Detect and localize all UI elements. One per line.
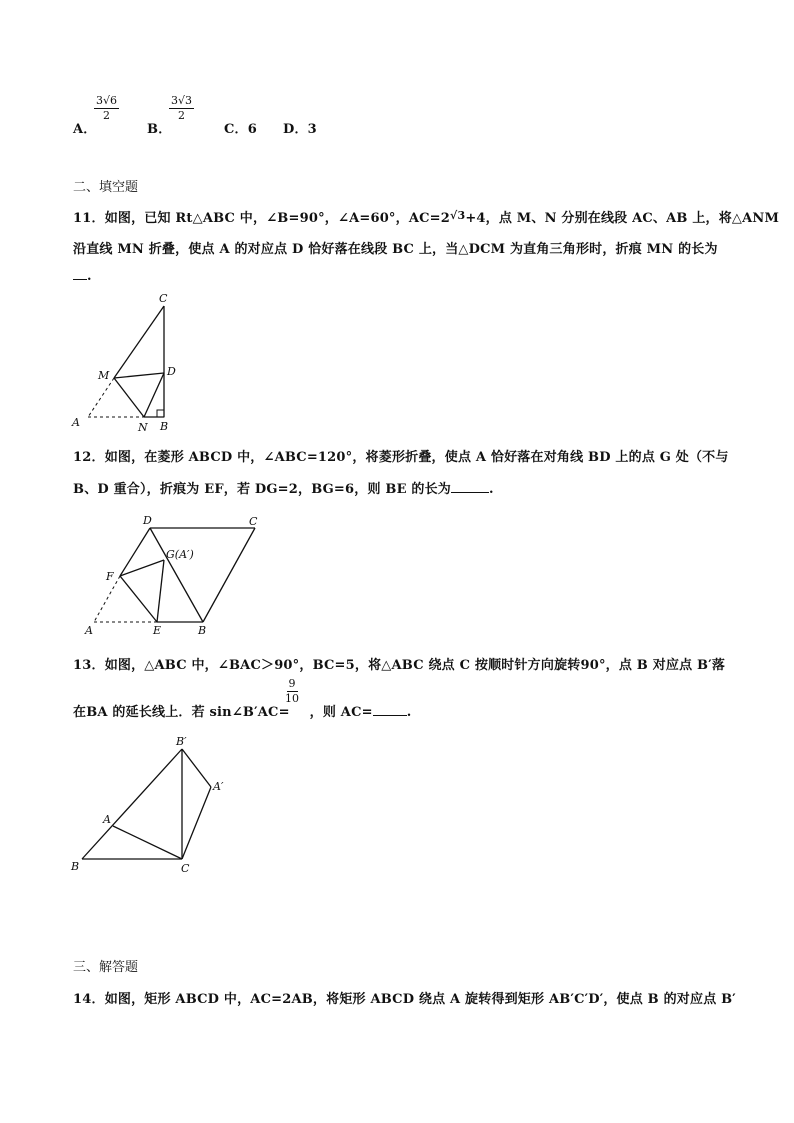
- q11-label-B: B: [160, 420, 169, 433]
- section-title-fill-in: 二、填空题: [73, 180, 139, 195]
- q11-label-N: N: [138, 421, 148, 434]
- q12-label-A: A: [85, 624, 93, 637]
- q11-line-3-end: .: [87, 269, 92, 284]
- q12-label-C: C: [249, 515, 258, 528]
- q11-sqrt: √3: [450, 209, 466, 222]
- q12-label-B: B: [198, 624, 207, 637]
- option-b-denominator: 2: [178, 108, 185, 122]
- q11-label-M: M: [98, 369, 110, 382]
- q13-line-2-prefix: 在BA 的延长线上．若 sin∠B′AC=: [73, 705, 290, 720]
- q11-label-A: A: [72, 416, 80, 429]
- q13-fraction-numerator: 9: [288, 677, 296, 690]
- option-b-numerator: 3√3: [171, 94, 193, 107]
- section-title-answer: 三、解答题: [73, 960, 139, 975]
- q11-label-D: D: [167, 365, 176, 378]
- q13-label-B-prime: B′: [176, 735, 187, 748]
- q13-line-2-end: .: [406, 705, 412, 720]
- q13-label-B: B: [71, 860, 80, 873]
- q14-line-1: 14．如图，矩形 ABCD 中，AC=2AB，将矩形 ABCD 绕点 A 旋转得到矩形 AB′C′D′，使点 B 的对应点 B′: [73, 992, 736, 1007]
- q13-label-C: C: [181, 862, 190, 875]
- q12-label-G: G(A′): [166, 548, 194, 561]
- q12-label-E: E: [153, 624, 162, 637]
- q13-segment-BB1: [82, 749, 182, 859]
- option-b-label: B．: [147, 122, 172, 137]
- q11-line-2: 沿直线 MN 折叠，使点 A 的对应点 D 恰好落在线段 BC 上，当△DCM 为直角三角形时，折痕 MN 的长为: [73, 242, 718, 257]
- option-a-denominator: 2: [103, 108, 110, 122]
- q13-fraction-denominator: 10: [285, 691, 299, 705]
- q13-line-2-mid: ，则 AC=: [309, 705, 373, 720]
- q12-label-F: F: [106, 570, 114, 583]
- q11-label-C: C: [159, 292, 168, 305]
- option-c: C．6: [224, 122, 257, 137]
- q13-label-A-prime: A′: [213, 780, 224, 793]
- option-a-numerator: 3√6: [96, 94, 118, 107]
- q12-line-2-end: .: [489, 482, 494, 497]
- q12-line-1: 12．如图，在菱形 ABCD 中，∠ABC=120°，将菱形折叠，使点 A 恰好落在对角线 BD 上的点 G 处（不与: [73, 450, 729, 465]
- q11-line-1-suffix: +4，点 M、N 分别在线段 AC、AB 上，将△ANM: [465, 211, 780, 226]
- q12-line-2-prefix: B、D 重合），折痕为 EF，若 DG=2，BG=6，则 BE 的长为: [73, 482, 452, 497]
- q13-segment-AC: [113, 826, 182, 859]
- q13-segment-B1A1: [182, 749, 211, 787]
- q12-label-D: D: [143, 514, 152, 527]
- option-d: D．3: [283, 122, 317, 137]
- q13-label-A: A: [103, 813, 111, 826]
- q11-line-1-prefix: 11．如图，已知 Rt△ABC 中，∠B=90°，∠A=60°，AC=2: [73, 211, 451, 226]
- option-a-label: A．: [73, 122, 97, 137]
- q13-segment-A1C: [182, 787, 211, 859]
- q13-line-1: 13．如图，△ABC 中，∠BAC＞90°，BC=5，将△ABC 绕点 C 按顺时针方向旋转90°，点 B 对应点 B′落: [73, 658, 726, 673]
